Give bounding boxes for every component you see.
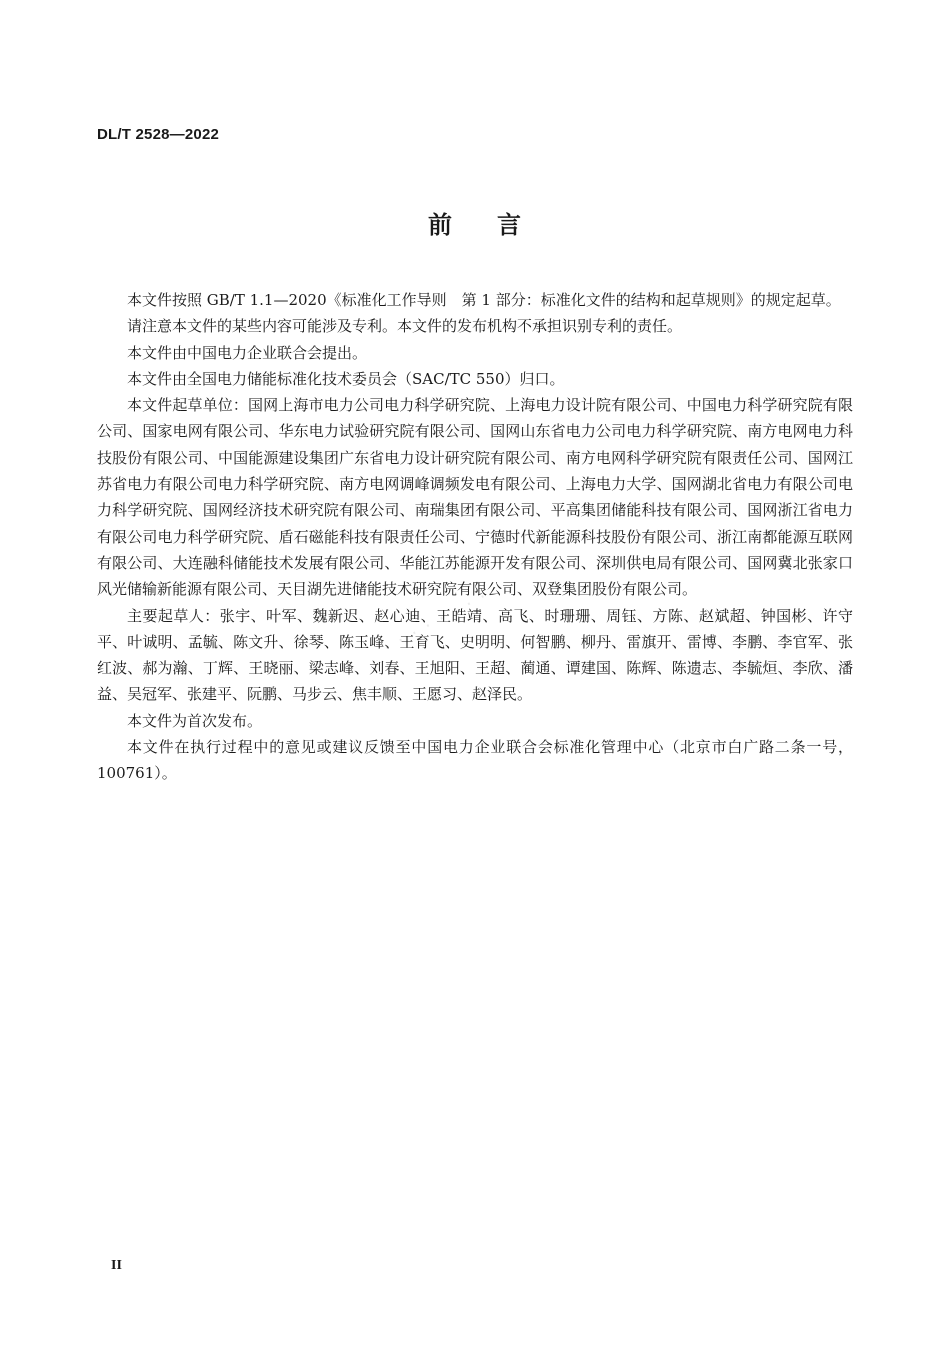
paragraph-committee: 本文件由全国电力储能标准化技术委员会（SAC/TC 550）归口。	[127, 369, 565, 388]
watermark: · · · · · · · ·	[380, 585, 493, 659]
title-char-2: 言	[497, 211, 522, 239]
title-char-1: 前	[428, 211, 453, 239]
paragraph-proposer: 本文件由中国电力企业联合会提出。	[127, 343, 368, 362]
paragraph-drafting-rule: 本文件按照 GB/T 1.1—2020《标准化工作导则 第 1 部分：标准化文件的结构和起草规则》的规定起草。	[127, 291, 841, 309]
paragraph-drafters: 主要起草人：张宇、叶军、魏新迟、赵心迪、王皓靖、高飞、时珊珊、周钰、方陈、赵斌超、钟国彬、许守平、叶诚明、孟毓、陈文升、徐琴、陈玉峰、王育飞、史明明、何智鹏、柳丹、雷旗开、雷博、李鹏、李官军、张红波、郝为瀚、丁辉、王晓丽、梁志峰、刘春、王旭阳、王超、蔺通、谭建国、陈辉、陈遗志、李毓烜、李欣、潘益、吴冠军、张建平、阮鹏、马步云、焦丰顺、王愿习、赵泽民。	[97, 606, 853, 704]
paragraph-first-release: 本文件为首次发布。	[127, 711, 263, 730]
foreword-body	[97, 287, 853, 787]
paragraph-feedback: 本文件在执行过程中的意见或建议反馈至中国电力企业联合会标准化管理中心（北京市白广路二条一号，100761）。	[97, 738, 853, 783]
paragraph-drafting-units: 本文件起草单位：国网上海市电力公司电力科学研究院、上海电力设计院有限公司、中国电力科学研究院有限公司、国家电网有限公司、华东电力试验研究院有限公司、国网山东省电力公司电力科学研究院、南方电网电力科技股份有限公司、中国能源建设集团广东省电力设计研究院有限公司、南方电网科学研究院有限责任公司、国网江苏省电力有限公司电力科学研究院、南方电网调峰调频发电有限公司、上海电力大学、国网湖北省电力有限公司电力科学研究院、国网经济技术研究院有限公司、南瑞集团有限公司、平高集团储能科技有限公司、国网浙江省电力有限公司电力科学研究院、盾石磁能科技有限责任公司、宁德时代新能源科技股份有限公司、浙江南都能源互联网有限公司、大连融科储能技术发展有限公司、华能江苏能源开发有限公司、深圳供电局有限公司、国网冀北张家口风光储输新能源有限公司、天目湖先进储能技术研究院有限公司、双登集团股份有限公司。	[97, 396, 853, 599]
page-number: II	[111, 1258, 122, 1273]
paragraph-patent-notice: 请注意本文件的某些内容可能涉及专利。本文件的发布机构不承担识别专利的责任。	[127, 317, 683, 336]
page-title	[0, 205, 950, 240]
document-code: DL/T 2528—2022	[97, 126, 220, 143]
